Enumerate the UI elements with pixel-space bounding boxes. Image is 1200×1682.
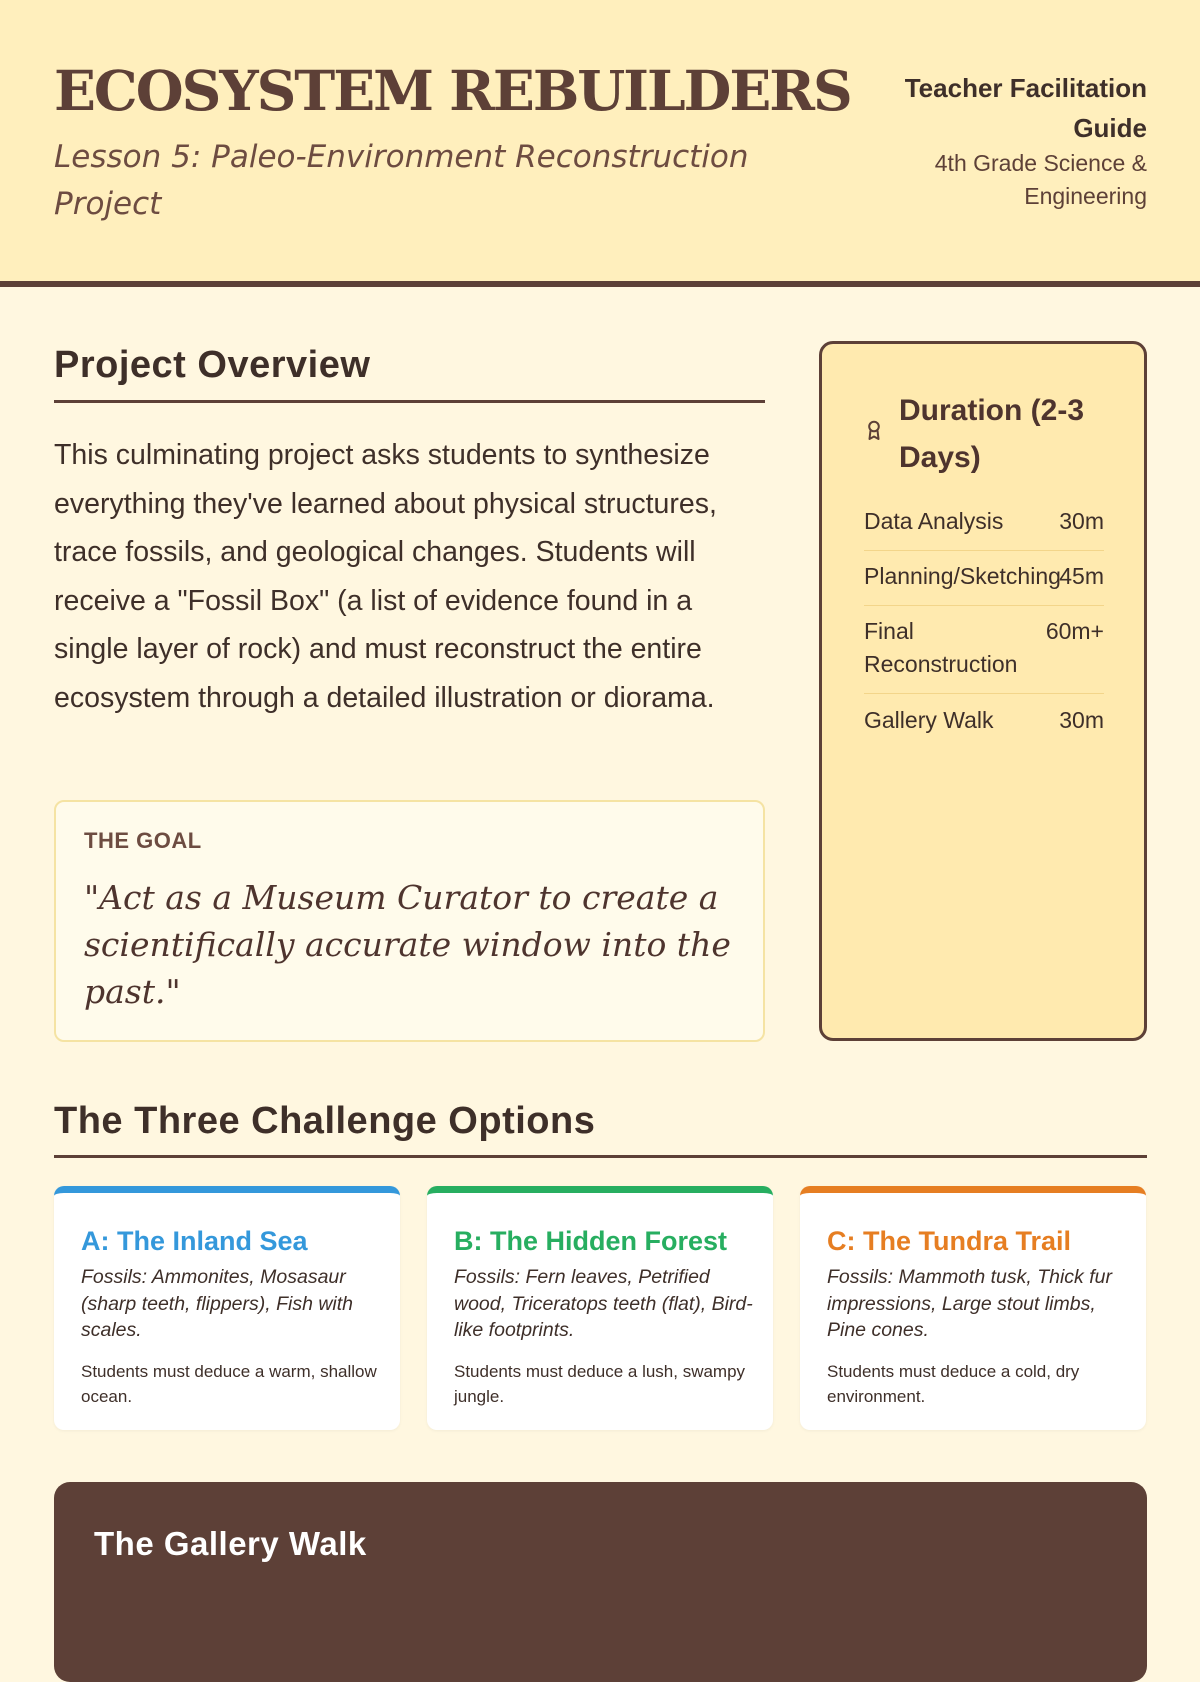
overview-paragraph: This culminating project asks students to synthesize everything they've learned about physical structures, trace fossils, and geological changes. Students will receive a "Fossil Box" (a list of evidence found in a single layer of rock) and must reconstruct the entire ecosystem through a detailed illustration or diorama. xyxy=(54,439,717,714)
challenge-card-inland-sea xyxy=(54,1186,400,1430)
duration-row-time: 60m+ xyxy=(1045,618,1104,644)
page-title: ECOSYSTEM REBUILDERS xyxy=(54,58,851,123)
grade-label: 4th Grade Science & Engineering xyxy=(934,150,1147,209)
page-header xyxy=(0,0,1200,287)
duration-row-label: Final Reconstruction xyxy=(864,618,1018,677)
challenge-fossils: Fossils: Mammoth tusk, Thick fur impressions, Large stout limbs, Pine cones. xyxy=(827,1266,1112,1341)
duration-row-time: 30m xyxy=(1059,508,1104,534)
duration-row-time: 45m xyxy=(1059,563,1104,589)
challenge-fossils: Fossils: Ammonites, Mosasaur (sharp teeth, flippers), Fish with scales. xyxy=(81,1266,354,1341)
award-ribbon-icon xyxy=(866,420,882,442)
challenge-deduction: Students must deduce a warm, shallow ocean. xyxy=(81,1362,377,1406)
challenge-card-tundra-trail xyxy=(800,1186,1146,1430)
challenge-card-hidden-forest xyxy=(427,1186,773,1430)
duration-row-label: Planning/Sketching xyxy=(864,563,1061,589)
challenge-title: A: The Inland Sea xyxy=(81,1226,308,1256)
overview-heading: Project Overview xyxy=(54,344,371,386)
gallery-walk-title: The Gallery Walk xyxy=(94,1525,367,1562)
goal-label: THE GOAL xyxy=(84,828,202,853)
duration-row-time: 30m xyxy=(1059,707,1104,733)
duration-row xyxy=(864,560,1104,606)
duration-row-label: Gallery Walk xyxy=(864,707,994,733)
challenge-fossils: Fossils: Fern leaves, Petrified wood, Triceratops teeth (flat), Bird-like footprints. xyxy=(454,1266,753,1341)
lesson-subtitle: Lesson 5: Paleo-Environment Reconstruction Project xyxy=(54,139,749,222)
duration-row xyxy=(864,505,1104,551)
challenge-title: C: The Tundra Trail xyxy=(827,1226,1072,1256)
guide-label: Teacher Facilitation Guide xyxy=(904,73,1147,143)
challenge-deduction: Students must deduce a lush, swampy jungle. xyxy=(454,1362,746,1406)
challenge-title: B: The Hidden Forest xyxy=(454,1226,728,1256)
duration-title: Duration (2-3 Days) xyxy=(899,394,1085,474)
gallery-walk-card xyxy=(54,1482,1147,1682)
challenge-deduction: Students must deduce a cold, dry environment. xyxy=(827,1362,1080,1406)
duration-row xyxy=(864,615,1104,694)
duration-row xyxy=(864,704,1104,750)
goal-box xyxy=(54,800,765,1042)
challenges-divider xyxy=(54,1155,1147,1158)
overview-divider xyxy=(54,400,765,403)
duration-card xyxy=(819,341,1147,1041)
duration-row-label: Data Analysis xyxy=(864,508,1004,534)
goal-quote: "Act as a Museum Curator to create a scientifically accurate window into the past." xyxy=(84,878,731,1011)
challenges-heading: The Three Challenge Options xyxy=(54,1100,596,1142)
